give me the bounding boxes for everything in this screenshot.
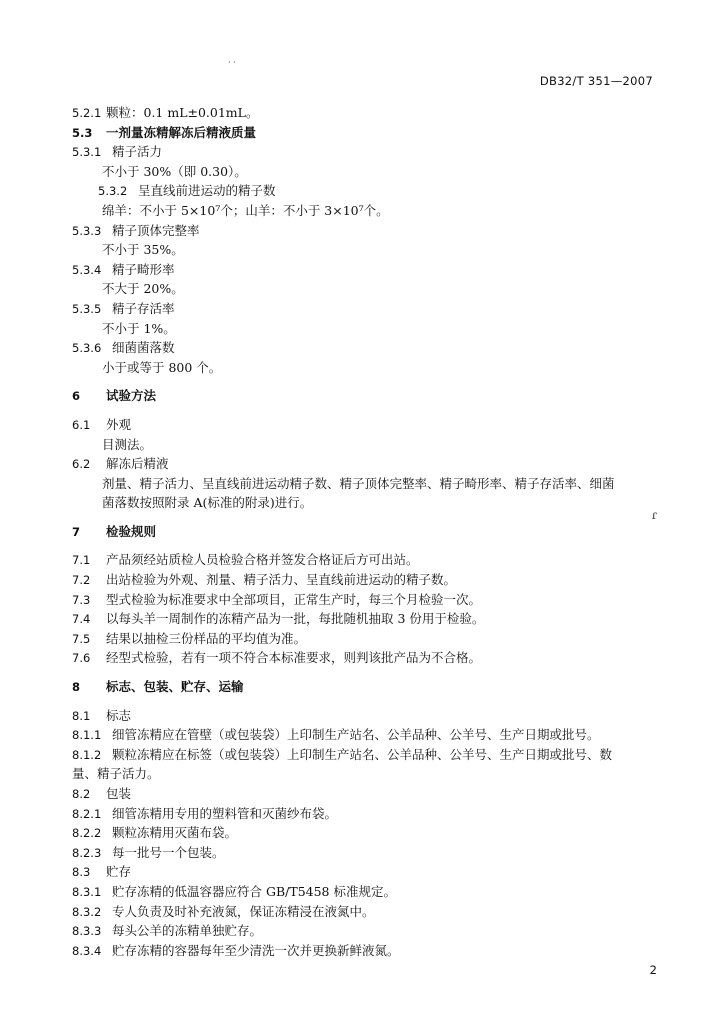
section-7-heading: 7 检验规则 [72, 523, 157, 539]
clause-8-1-2-continued: 量、精子活力。 [72, 766, 160, 782]
clause-7-4: 7.4 以每头羊一周制作的冻精产品为一批，每批随机抽取 3 份用于检验。 [72, 611, 485, 627]
clause-7-1: 7.1 产品须经站质检人员检验合格并签发合格证后方可出站。 [72, 552, 419, 568]
clause-8-2: 8.2 包装 [72, 786, 132, 801]
clause-7-2: 7.2 出站检验为外观、剂量、精子活力、呈直线前进运动的精子数。 [72, 572, 457, 588]
clause-5-3-1-text: 不小于 30%（即 0.30）。 [102, 163, 247, 179]
clause-5-3: 5.3 一剂量冻精解冻后精液质量 [72, 124, 257, 140]
clause-8-2-3: 8.2.3 每一批号一个包装。 [72, 844, 225, 860]
clause-8-3-1: 8.3.1 贮存冻精的低温容器应符合 GB/T5458 标准规定。 [72, 883, 396, 899]
clause-6-2: 6.2 解冻后精液 [72, 456, 169, 472]
section-6-heading: 6 试验方法 [72, 388, 157, 404]
clause-8-3: 8.3 贮存 [72, 864, 132, 880]
page-number: 2 [649, 963, 657, 977]
clause-5-3-6: 5.3.6 细菌菌落数 [72, 340, 175, 356]
clause-8-1-1: 8.1.1 细管冻精应在管壁（或包装袋）上印制生产站名、公羊品种、公羊号、生产日期或批号。 [72, 727, 600, 743]
clause-5-3-2: 5.3.2 呈直线前进运动的精子数 [98, 183, 276, 199]
clause-8-3-4: 8.3.4 贮存冻精的容器每年至少清洗一次并更换新鲜液氮。 [72, 942, 400, 958]
clause-8-3-2: 8.3.2 专人负责及时补充液氮，保证冻精浸在液氮中。 [72, 903, 375, 919]
clause-5-3-6-text: 小于或等于 800 个。 [102, 359, 222, 375]
clause-5-3-3-text: 不小于 35%。 [102, 242, 184, 258]
clause-6-2-text-2: 菌落数按照附录 A(标准的附录)进行。 [102, 495, 313, 511]
clause-8-1: 8.1 标志 [72, 707, 132, 723]
clause-6-1: 6.1 外观 [72, 416, 132, 432]
clause-5-3-2-text: 绵羊：不小于 5×10⁷个；山羊：不小于 3×10⁷个。 [102, 202, 389, 218]
clause-7-5: 7.5 结果以抽检三份样品的平均值为准。 [72, 630, 307, 646]
clause-5-2-1: 5.2.1 颗粒：0.1 mL±0.01mL。 [72, 105, 259, 120]
document-body [72, 103, 672, 960]
clause-6-1-text: 目测法。 [102, 436, 153, 452]
clause-8-1-2: 8.1.2 颗粒冻精应在标签（或包装袋）上印制生产站名、公羊品种、公羊号、生产日期或批号、数 [72, 746, 613, 762]
clause-8-2-1: 8.2.1 细管冻精用专用的塑料管和灭菌纱布袋。 [72, 805, 338, 821]
clause-7-6: 7.6 经型式检验，若有一项不符合本标准要求，则判该批产品为不合格。 [72, 650, 482, 666]
clause-5-3-4: 5.3.4 精子畸形率 [72, 261, 175, 277]
clause-7-3: 7.3 型式检验为标准要求中全部项目，正常生产时，每三个月检验一次。 [72, 591, 482, 607]
stray-mark: ɾ [651, 508, 657, 522]
clause-5-3-5: 5.3.5 精子存活率 [72, 300, 175, 316]
clause-6-2-text-1: 剂量、精子活力、呈直线前进运动精子数、精子顶体完整率、精子畸形率、精子存活率、细菌 [102, 475, 615, 491]
clause-5-3-4-text: 不大于 20%。 [102, 281, 184, 297]
section-8-heading: 8 标志、包装、贮存、运输 [72, 679, 244, 695]
document-code: DB32/T 351—2007 [539, 74, 653, 88]
clause-5-3-1: 5.3.1 精子活力 [72, 144, 163, 160]
scan-specks: · · [228, 58, 236, 67]
clause-5-3-5-text: 不小于 1%。 [102, 320, 176, 336]
clause-5-3-3: 5.3.3 精子顶体完整率 [72, 222, 200, 238]
clause-8-3-3: 8.3.3 每头公羊的冻精单独贮存。 [72, 923, 263, 939]
clause-8-2-2: 8.2.2 颗粒冻精用灭菌布袋。 [72, 825, 238, 841]
